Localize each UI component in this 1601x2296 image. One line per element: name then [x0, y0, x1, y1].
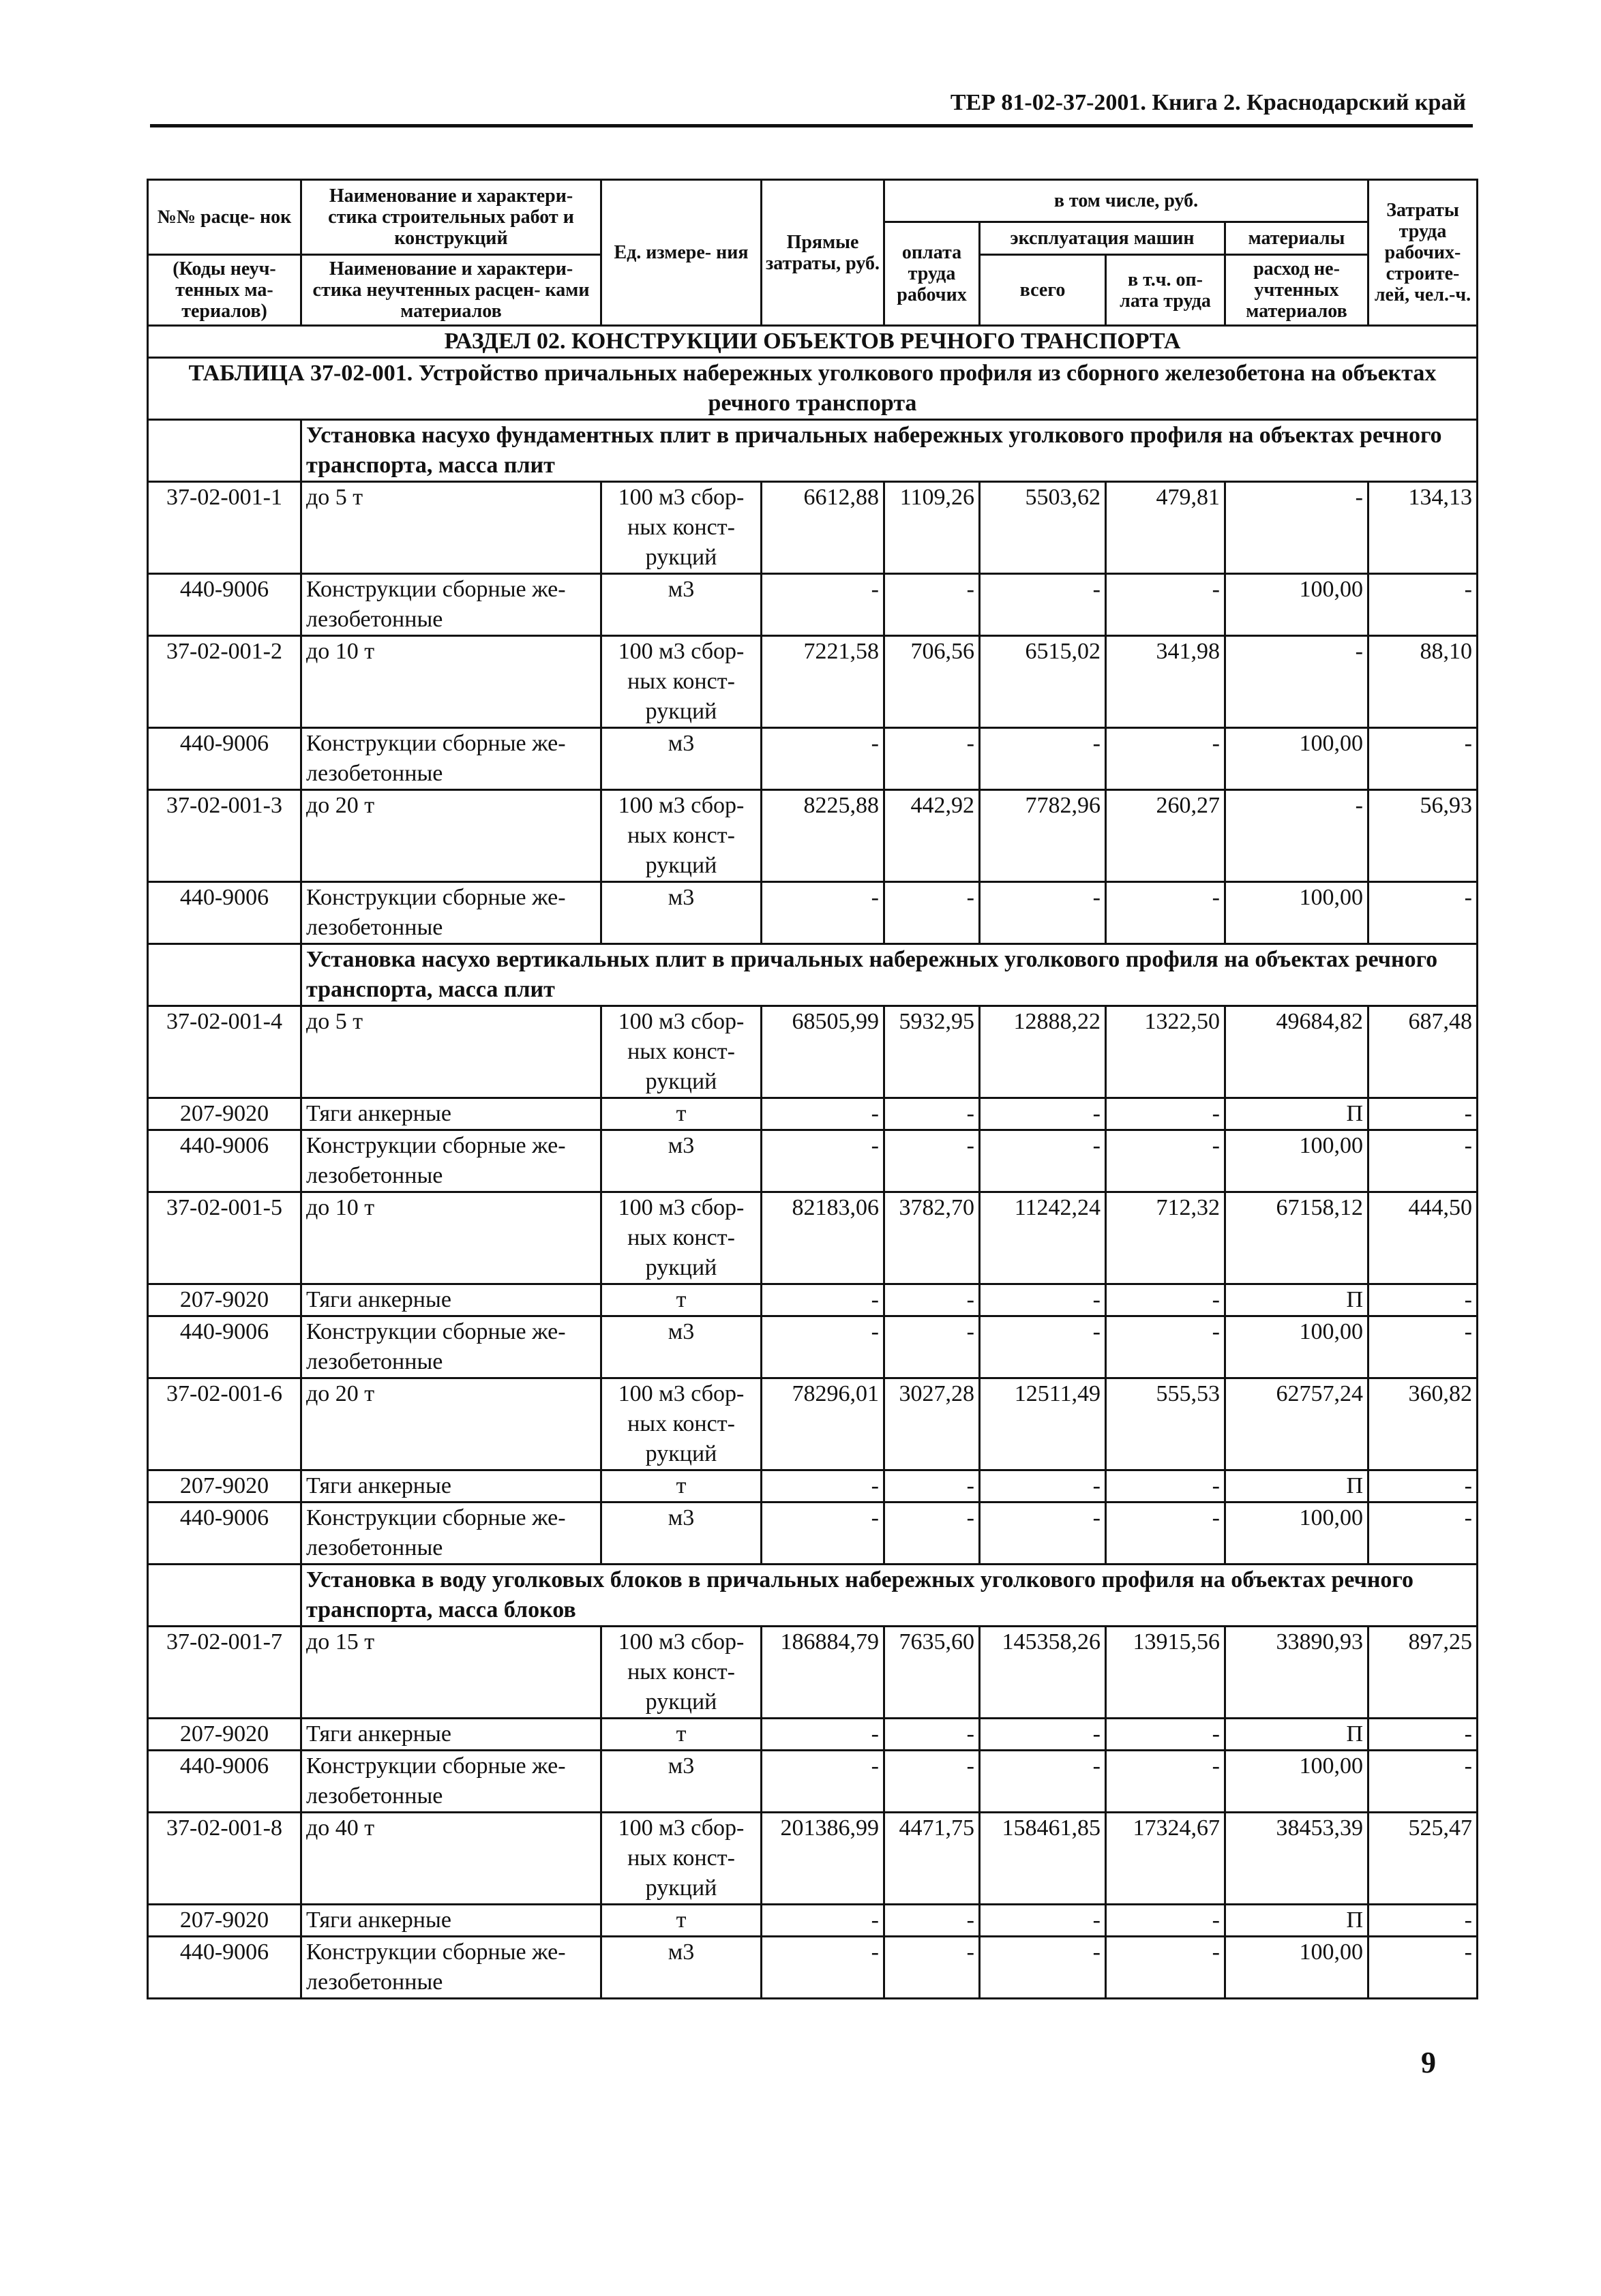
work-name-cell: Конструкции сборные же- лезобетонные — [301, 1130, 601, 1192]
materials-cell: 100,00 — [1225, 1751, 1368, 1813]
unit-cell: м3 — [601, 574, 762, 636]
rate-code-cell: 440-9006 — [148, 1130, 301, 1192]
machines-total-cell: 158461,85 — [980, 1813, 1106, 1905]
rate-code-cell: 207-9020 — [148, 1284, 301, 1316]
unit-cell: т — [601, 1905, 762, 1937]
materials-cell: П — [1225, 1284, 1368, 1316]
group-code-empty — [148, 1565, 301, 1627]
direct-costs-cell: - — [762, 1905, 884, 1937]
labor-costs-cell: 525,47 — [1368, 1813, 1478, 1905]
machines-total-cell: - — [980, 1751, 1106, 1813]
header-including: в том числе, руб. — [884, 180, 1368, 222]
table-body — [148, 326, 1478, 1999]
machines-labor-pay-cell: 555,53 — [1106, 1378, 1225, 1470]
machines-labor-pay-cell: - — [1106, 1719, 1225, 1751]
unit-cell: т — [601, 1098, 762, 1130]
machines-labor-pay-cell: - — [1106, 1316, 1225, 1378]
unit-cell: 100 м3 сбор- ных конст- рукций — [601, 1006, 762, 1098]
unit-cell: 100 м3 сбор- ных конст- рукций — [601, 1378, 762, 1470]
machines-total-cell: - — [980, 1937, 1106, 1999]
labor-pay-cell: - — [884, 1470, 980, 1502]
machines-labor-pay-cell: 1322,50 — [1106, 1006, 1225, 1098]
table-row — [148, 482, 1478, 574]
machines-labor-pay-cell: 17324,67 — [1106, 1813, 1225, 1905]
group-title: Установка насухо фундаментных плит в причальных набережных уголкового профиля на объектах речного транспорта, масса плит — [301, 420, 1478, 482]
rate-code-cell: 440-9006 — [148, 1502, 301, 1565]
machines-total-cell: 12511,49 — [980, 1378, 1106, 1470]
materials-cell: П — [1225, 1719, 1368, 1751]
rate-code-cell: 440-9006 — [148, 1316, 301, 1378]
materials-cell: П — [1225, 1470, 1368, 1502]
machines-total-cell: - — [980, 1098, 1106, 1130]
direct-costs-cell: 6612,88 — [762, 482, 884, 574]
group-title-row — [148, 1565, 1478, 1627]
direct-costs-cell: - — [762, 1284, 884, 1316]
labor-costs-cell: - — [1368, 574, 1478, 636]
header-machines-labor: в т.ч. оп- лата труда — [1106, 255, 1225, 326]
unit-cell: м3 — [601, 1937, 762, 1999]
direct-costs-cell: - — [762, 1502, 884, 1565]
labor-costs-cell: - — [1368, 1098, 1478, 1130]
work-name-cell: Конструкции сборные же- лезобетонные — [301, 1751, 601, 1813]
rate-code-cell: 37-02-001-5 — [148, 1192, 301, 1284]
labor-costs-cell: - — [1368, 1719, 1478, 1751]
labor-costs-cell: - — [1368, 1130, 1478, 1192]
work-name-cell: Конструкции сборные же- лезобетонные — [301, 1502, 601, 1565]
labor-costs-cell: 56,93 — [1368, 790, 1478, 882]
header-code-bottom: (Коды неуч- тенных ма- териалов) — [148, 255, 301, 326]
work-name-cell: Тяги анкерные — [301, 1905, 601, 1937]
machines-total-cell: - — [980, 882, 1106, 944]
labor-pay-cell: - — [884, 1937, 980, 1999]
labor-pay-cell: 3027,28 — [884, 1378, 980, 1470]
labor-pay-cell: - — [884, 1502, 980, 1565]
work-name-cell: до 10 т — [301, 1192, 601, 1284]
machines-total-cell: - — [980, 1316, 1106, 1378]
rate-code-cell: 37-02-001-8 — [148, 1813, 301, 1905]
group-code-empty — [148, 944, 301, 1006]
machines-total-cell: - — [980, 1905, 1106, 1937]
rate-code-cell: 207-9020 — [148, 1098, 301, 1130]
materials-cell: П — [1225, 1905, 1368, 1937]
work-name-cell: до 20 т — [301, 1378, 601, 1470]
machines-labor-pay-cell: - — [1106, 882, 1225, 944]
labor-pay-cell: - — [884, 1130, 980, 1192]
materials-cell: 38453,39 — [1225, 1813, 1368, 1905]
table-row — [148, 1098, 1478, 1130]
unit-cell: т — [601, 1284, 762, 1316]
rate-code-cell: 37-02-001-2 — [148, 636, 301, 728]
machines-labor-pay-cell: 479,81 — [1106, 482, 1225, 574]
direct-costs-cell: - — [762, 728, 884, 790]
document-reference: ТЕР 81-02-37-2001. Книга 2. Краснодарский край — [950, 90, 1466, 115]
labor-pay-cell: 7635,60 — [884, 1627, 980, 1719]
materials-cell: П — [1225, 1098, 1368, 1130]
table-row — [148, 1316, 1478, 1378]
work-name-cell: Конструкции сборные же- лезобетонные — [301, 1316, 601, 1378]
work-name-cell: Тяги анкерные — [301, 1284, 601, 1316]
work-name-cell: Тяги анкерные — [301, 1719, 601, 1751]
work-name-cell: до 10 т — [301, 636, 601, 728]
unit-cell: т — [601, 1719, 762, 1751]
rate-code-cell: 207-9020 — [148, 1719, 301, 1751]
table-row — [148, 1627, 1478, 1719]
header-labor-pay: оплата труда рабочих — [884, 222, 980, 326]
labor-costs-cell: 444,50 — [1368, 1192, 1478, 1284]
direct-costs-cell: 8225,88 — [762, 790, 884, 882]
labor-pay-cell: - — [884, 1098, 980, 1130]
labor-pay-cell: - — [884, 574, 980, 636]
rate-code-cell: 440-9006 — [148, 728, 301, 790]
direct-costs-cell: 186884,79 — [762, 1627, 884, 1719]
direct-costs-cell: 78296,01 — [762, 1378, 884, 1470]
direct-costs-cell: - — [762, 1316, 884, 1378]
machines-labor-pay-cell: - — [1106, 1937, 1225, 1999]
table-row — [148, 1130, 1478, 1192]
materials-cell: 100,00 — [1225, 1937, 1368, 1999]
work-name-cell: Конструкции сборные же- лезобетонные — [301, 1937, 601, 1999]
unit-cell: 100 м3 сбор- ных конст- рукций — [601, 482, 762, 574]
rate-code-cell: 440-9006 — [148, 882, 301, 944]
direct-costs-cell: - — [762, 1937, 884, 1999]
direct-costs-cell: - — [762, 1098, 884, 1130]
machines-total-cell: 12888,22 — [980, 1006, 1106, 1098]
table-row — [148, 574, 1478, 636]
group-title: Установка насухо вертикальных плит в причальных набережных уголкового профиля на объектах речного транспорта, масса плит — [301, 944, 1478, 1006]
labor-pay-cell: - — [884, 1905, 980, 1937]
machines-labor-pay-cell: 341,98 — [1106, 636, 1225, 728]
labor-costs-cell: 897,25 — [1368, 1627, 1478, 1719]
header-name-bottom: Наименование и характери- стика неучтенных расцен- ками материалов — [301, 255, 601, 326]
rate-code-cell: 37-02-001-4 — [148, 1006, 301, 1098]
direct-costs-cell: - — [762, 574, 884, 636]
machines-total-cell: - — [980, 1130, 1106, 1192]
materials-cell: 100,00 — [1225, 882, 1368, 944]
table-row — [148, 728, 1478, 790]
materials-cell: 33890,93 — [1225, 1627, 1368, 1719]
unit-cell: 100 м3 сбор- ных конст- рукций — [601, 636, 762, 728]
labor-pay-cell: 1109,26 — [884, 482, 980, 574]
materials-cell: - — [1225, 636, 1368, 728]
unit-cell: 100 м3 сбор- ных конст- рукций — [601, 1813, 762, 1905]
machines-total-cell: - — [980, 574, 1106, 636]
group-title-row — [148, 944, 1478, 1006]
rate-code-cell: 207-9020 — [148, 1470, 301, 1502]
labor-costs-cell: 134,13 — [1368, 482, 1478, 574]
machines-labor-pay-cell: - — [1106, 1098, 1225, 1130]
rate-code-cell: 440-9006 — [148, 1937, 301, 1999]
machines-total-cell: - — [980, 1502, 1106, 1565]
work-name-cell: Конструкции сборные же- лезобетонные — [301, 882, 601, 944]
work-name-cell: до 20 т — [301, 790, 601, 882]
machines-labor-pay-cell: - — [1106, 1905, 1225, 1937]
rate-code-cell: 207-9020 — [148, 1905, 301, 1937]
labor-pay-cell: 3782,70 — [884, 1192, 980, 1284]
work-name-cell: до 40 т — [301, 1813, 601, 1905]
page-number: 9 — [1421, 2046, 1436, 2079]
table-row — [148, 1284, 1478, 1316]
machines-total-cell: - — [980, 1719, 1106, 1751]
labor-costs-cell: - — [1368, 882, 1478, 944]
group-title: Установка в воду уголковых блоков в причальных набережных уголкового профиля на объектах речного транспорта, масса блоков — [301, 1565, 1478, 1627]
direct-costs-cell: - — [762, 1719, 884, 1751]
machines-labor-pay-cell: - — [1106, 1751, 1225, 1813]
section-row — [148, 326, 1478, 358]
machines-labor-pay-cell: 13915,56 — [1106, 1627, 1225, 1719]
unit-cell: 100 м3 сбор- ных конст- рукций — [601, 1627, 762, 1719]
labor-pay-cell: 4471,75 — [884, 1813, 980, 1905]
table-row — [148, 1813, 1478, 1905]
work-name-cell: Конструкции сборные же- лезобетонные — [301, 574, 601, 636]
machines-total-cell: 11242,24 — [980, 1192, 1106, 1284]
labor-costs-cell: - — [1368, 1937, 1478, 1999]
header-direct-costs: Прямые затраты, руб. — [762, 180, 884, 326]
materials-cell: 62757,24 — [1225, 1378, 1368, 1470]
machines-total-cell: 7782,96 — [980, 790, 1106, 882]
labor-costs-cell: - — [1368, 728, 1478, 790]
machines-labor-pay-cell: - — [1106, 1130, 1225, 1192]
table-row — [148, 1378, 1478, 1470]
header-unit: Ед. измере- ния — [601, 180, 762, 326]
labor-pay-cell: - — [884, 1751, 980, 1813]
table-row — [148, 636, 1478, 728]
header-materials: материалы — [1225, 222, 1368, 255]
unit-cell: 100 м3 сбор- ных конст- рукций — [601, 1192, 762, 1284]
unit-cell: 100 м3 сбор- ных конст- рукций — [601, 790, 762, 882]
unit-cell: м3 — [601, 728, 762, 790]
labor-costs-cell: 687,48 — [1368, 1006, 1478, 1098]
machines-total-cell: 6515,02 — [980, 636, 1106, 728]
table-row — [148, 1937, 1478, 1999]
machines-total-cell: 5503,62 — [980, 482, 1106, 574]
materials-cell: 100,00 — [1225, 1316, 1368, 1378]
rate-code-cell: 37-02-001-1 — [148, 482, 301, 574]
machines-total-cell: - — [980, 1284, 1106, 1316]
labor-costs-cell: - — [1368, 1470, 1478, 1502]
materials-cell: 100,00 — [1225, 1502, 1368, 1565]
header-materials-unaccounted: расход не- учтенных материалов — [1225, 255, 1368, 326]
machines-total-cell: - — [980, 1470, 1106, 1502]
direct-costs-cell: - — [762, 1470, 884, 1502]
labor-pay-cell: 442,92 — [884, 790, 980, 882]
unit-cell: м3 — [601, 882, 762, 944]
labor-costs-cell: 88,10 — [1368, 636, 1478, 728]
unit-cell: т — [601, 1470, 762, 1502]
machines-labor-pay-cell: - — [1106, 1284, 1225, 1316]
labor-costs-cell: - — [1368, 1751, 1478, 1813]
table-row — [148, 1905, 1478, 1937]
materials-cell: - — [1225, 790, 1368, 882]
table-row — [148, 1751, 1478, 1813]
labor-costs-cell: - — [1368, 1905, 1478, 1937]
direct-costs-cell: 7221,58 — [762, 636, 884, 728]
price-table — [147, 179, 1478, 1999]
header-labor-costs: Затраты труда рабочих- строите- лей, чел.-ч. — [1368, 180, 1478, 326]
machines-total-cell: 145358,26 — [980, 1627, 1106, 1719]
materials-cell: - — [1225, 482, 1368, 574]
table-row — [148, 1502, 1478, 1565]
header-name-top: Наименование и характери- стика строительных работ и конструкций — [301, 180, 601, 255]
labor-costs-cell: - — [1368, 1284, 1478, 1316]
machines-labor-pay-cell: 712,32 — [1106, 1192, 1225, 1284]
machines-labor-pay-cell: - — [1106, 728, 1225, 790]
work-name-cell: до 5 т — [301, 1006, 601, 1098]
machines-total-cell: - — [980, 728, 1106, 790]
labor-costs-cell: - — [1368, 1316, 1478, 1378]
work-name-cell: Конструкции сборные же- лезобетонные — [301, 728, 601, 790]
unit-cell: м3 — [601, 1502, 762, 1565]
work-name-cell: Тяги анкерные — [301, 1470, 601, 1502]
table-row — [148, 1719, 1478, 1751]
work-name-cell: Тяги анкерные — [301, 1098, 601, 1130]
direct-costs-cell: - — [762, 882, 884, 944]
machines-labor-pay-cell: - — [1106, 574, 1225, 636]
table-header — [148, 180, 1478, 326]
table-row — [148, 1006, 1478, 1098]
machines-labor-pay-cell: 260,27 — [1106, 790, 1225, 882]
materials-cell: 100,00 — [1225, 574, 1368, 636]
unit-cell: м3 — [601, 1130, 762, 1192]
labor-pay-cell: - — [884, 882, 980, 944]
page-header — [150, 87, 1473, 127]
table-row — [148, 1192, 1478, 1284]
labor-costs-cell: 360,82 — [1368, 1378, 1478, 1470]
direct-costs-cell: 68505,99 — [762, 1006, 884, 1098]
unit-cell: м3 — [601, 1751, 762, 1813]
unit-cell: м3 — [601, 1316, 762, 1378]
direct-costs-cell: - — [762, 1751, 884, 1813]
price-table-sheet — [147, 179, 1476, 1999]
work-name-cell: до 5 т — [301, 482, 601, 574]
table-row — [148, 790, 1478, 882]
materials-cell: 67158,12 — [1225, 1192, 1368, 1284]
labor-pay-cell: 706,56 — [884, 636, 980, 728]
header-machines-total: всего — [980, 255, 1106, 326]
labor-pay-cell: - — [884, 728, 980, 790]
labor-pay-cell: - — [884, 1316, 980, 1378]
machines-labor-pay-cell: - — [1106, 1502, 1225, 1565]
group-code-empty — [148, 420, 301, 482]
section-title: РАЗДЕЛ 02. КОНСТРУКЦИИ ОБЪЕКТОВ РЕЧНОГО ТРАНСПОРТА — [148, 326, 1478, 358]
direct-costs-cell: 82183,06 — [762, 1192, 884, 1284]
work-name-cell: до 15 т — [301, 1627, 601, 1719]
machines-labor-pay-cell: - — [1106, 1470, 1225, 1502]
group-title-row — [148, 420, 1478, 482]
header-machines: эксплуатация машин — [980, 222, 1225, 255]
direct-costs-cell: - — [762, 1130, 884, 1192]
labor-pay-cell: - — [884, 1284, 980, 1316]
materials-cell: 100,00 — [1225, 1130, 1368, 1192]
rate-code-cell: 37-02-001-6 — [148, 1378, 301, 1470]
rate-code-cell: 37-02-001-7 — [148, 1627, 301, 1719]
materials-cell: 49684,82 — [1225, 1006, 1368, 1098]
table-row — [148, 1470, 1478, 1502]
table-row — [148, 882, 1478, 944]
direct-costs-cell: 201386,99 — [762, 1813, 884, 1905]
rate-code-cell: 440-9006 — [148, 1751, 301, 1813]
rate-code-cell: 440-9006 — [148, 574, 301, 636]
labor-pay-cell: - — [884, 1719, 980, 1751]
table-title: ТАБЛИЦА 37-02-001. Устройство причальных набережных уголкового профиля из сборного железобетона на объектах речного транспорта — [148, 358, 1478, 420]
materials-cell: 100,00 — [1225, 728, 1368, 790]
labor-pay-cell: 5932,95 — [884, 1006, 980, 1098]
header-code-top: №№ расце- нок — [148, 180, 301, 255]
table-title-row — [148, 358, 1478, 420]
rate-code-cell: 37-02-001-3 — [148, 790, 301, 882]
labor-costs-cell: - — [1368, 1502, 1478, 1565]
